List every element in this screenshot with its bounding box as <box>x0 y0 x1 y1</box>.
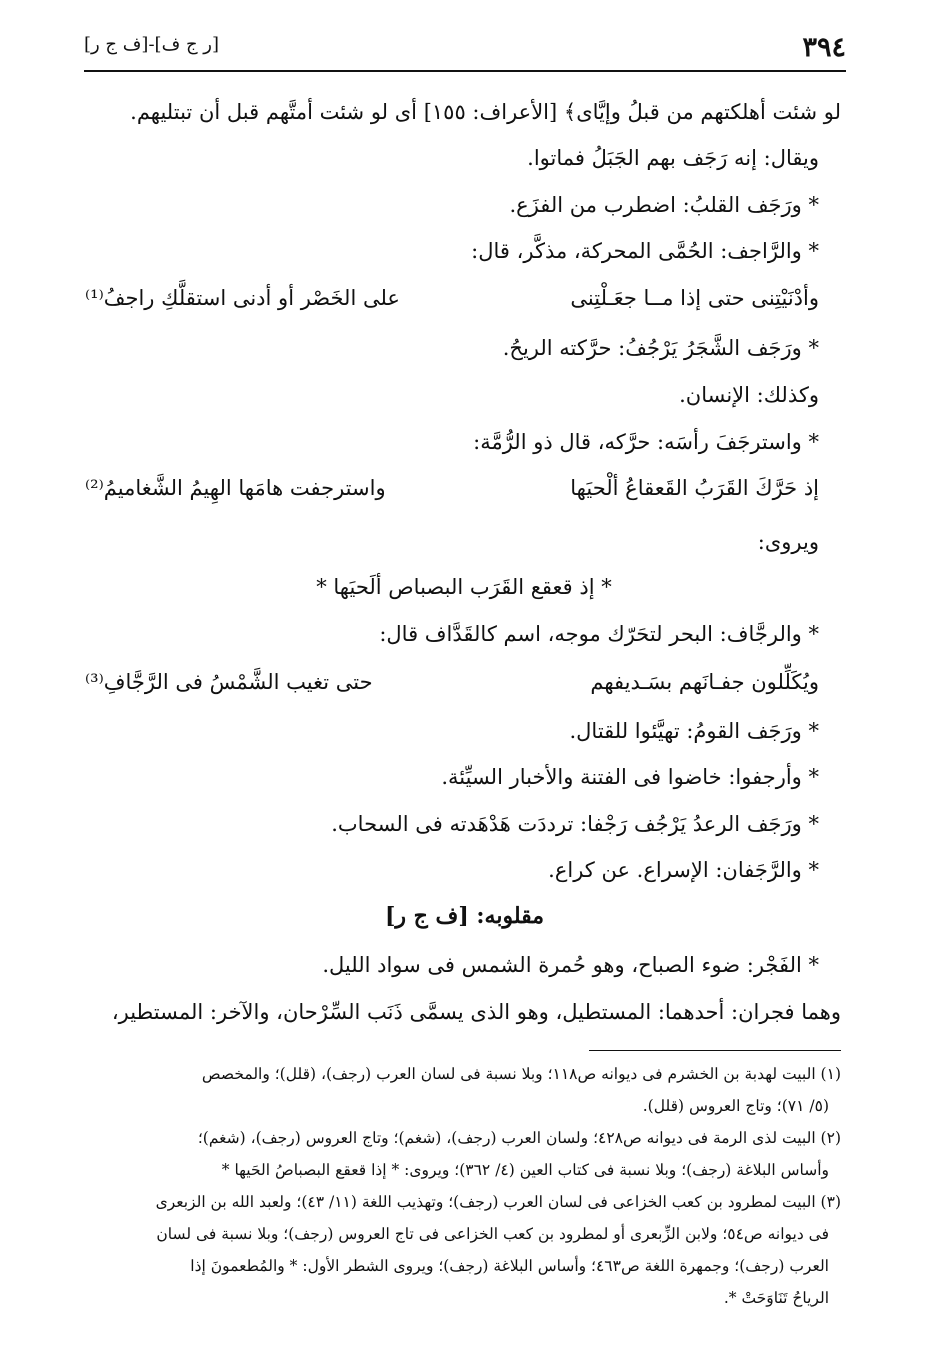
text-line: * ورَجَف الشَّجَرُ يَرْجُفُ: حرَّكته الريحُ. <box>502 336 819 360</box>
text-line: * الفَجْر: ضوء الصباح، وهو حُمرة الشمس فى سواد الليل. <box>322 953 819 977</box>
verse-1 <box>85 283 819 315</box>
verse-2 <box>85 473 819 505</box>
text-line: * ورَجَف القومُ: تهيَّئوا للقتال. <box>569 719 819 743</box>
text-line: لو شئت أهلكتهم من قبلُ وإيَّاى﴾ [الأعراف: ١٥٥] أى لو شئت أمتَّهم قبل أن تبتليهم. <box>130 100 841 124</box>
text-line: * وأرجفوا: خاضوا فى الفتنة والأخبار السيِّئة. <box>441 765 819 789</box>
verse-hemistich: ويُكَلِّلون جفـانَهم بسَـديفهم <box>590 670 819 694</box>
text-line: وهما فجران: أحدهما: المستطيل، وهو الذى يسمَّى ذَنَب السِّرْحان، والآخر: المستطير، <box>111 1000 841 1024</box>
text-line: * والرجَّاف: البحر لتحَرّك موجه، اسم كالقَدَّاف قال: <box>379 622 819 646</box>
text-line: * والرَّجَفان: الإسراع. عن كراع. <box>548 858 819 882</box>
verse-hemistich: على الخَصْر أو أدنى استقلَّكِ راجفُ⁽¹⁾ <box>85 286 400 310</box>
text-line: * ورَجَف القلبُ: اضطرب من الفزَع. <box>509 193 819 217</box>
verse-hemistich: حتى تغيب الشَّمْسُ فى الرَّجَّافِ⁽³⁾ <box>85 670 373 694</box>
text-line: وكذلك: الإنسان. <box>679 383 819 407</box>
footnote-line: الرياحُ تَنَاوَحَتْ *. <box>723 1289 829 1307</box>
footnote-line: (٣) البيت لمطرود بن كعب الخزاعى فى لسان العرب (رجف)؛ وتهذيب اللغة (١١/ ٤٣)؛ ولعبد الله بن الزبعرى <box>155 1193 841 1211</box>
footnote-divider <box>589 1050 841 1051</box>
footnote-line: العرب (رجف)؛ وجمهرة اللغة ص٤٦٣؛ وأساس البلاغة (رجف)؛ ويروى الشطر الأول: * والمُطعمونَ إذا <box>190 1257 829 1275</box>
text-line: ويروى: <box>757 530 819 554</box>
footnote-line: (١) البيت لهدبة بن الخشرم فى ديوانه ص١١٨؛ وبلا نسبة فى لسان العرب (رجف)، (قلل)؛ والمخصص <box>201 1065 841 1083</box>
page-header <box>84 30 846 72</box>
verse-hemistich: وأدْنَيْتِنى حتى إذا مــا جعَـلْتِنى <box>570 286 819 310</box>
text-line-centered: * إذ قعقع القَرَب البصباص ألَحيَها * <box>316 575 612 599</box>
footnote-line: وأساس البلاغة (رجف)؛ وبلا نسبة فى كتاب العين (٤/ ٣٦٢)؛ ويروى: * إذا قعقع البصباصُ الحَيها * <box>221 1161 829 1179</box>
verse-3 <box>85 667 819 699</box>
page-number: ٣٩٤ <box>802 32 846 63</box>
footnote-line: (٢) البيت لذى الرمة فى ديوانه ص٤٢٨؛ ولسان العرب (رجف)، (شغم)؛ وتاج العروس (رجف)، (شغم)؛ <box>197 1129 841 1147</box>
section-heading: مقلوبه: [ف ج ر] <box>384 903 545 929</box>
running-head: [ر ج ف]-[ف ج ر] <box>84 34 219 55</box>
text-line: * واسترجَفَ رأسَه: حرَّكه، قال ذو الرُّمَّة: <box>473 430 819 454</box>
footnote-line: (٥/ ٧١)؛ وتاج العروس (قلل). <box>642 1097 829 1115</box>
text-line: * ورَجَف الرعدُ يَرْجُف رَجْفا: ترددَت هَدْهَدته فى السحاب. <box>331 812 819 836</box>
verse-hemistich: إذ حَرَّكَ القَرَبُ القَعقاعُ ألْحيَها <box>570 476 819 500</box>
verse-hemistich: واسترجفت هامَها الهِيمُ الشَّغاميمُ⁽²⁾ <box>85 476 386 500</box>
text-line: ويقال: إنه رَجَف بهم الجَبَلُ فماتوا. <box>527 146 819 170</box>
text-line: * والرَّاجف: الحُمَّى المحركة، مذكَّر، قال: <box>471 239 819 263</box>
footnote-line: فى ديوانه ص٥٤؛ ولابن الزِّبعرى أو لمطرود بن كعب الخزاعى فى تاج العروس (رجف)؛ وبلا نسبة فى لسان <box>156 1225 829 1243</box>
